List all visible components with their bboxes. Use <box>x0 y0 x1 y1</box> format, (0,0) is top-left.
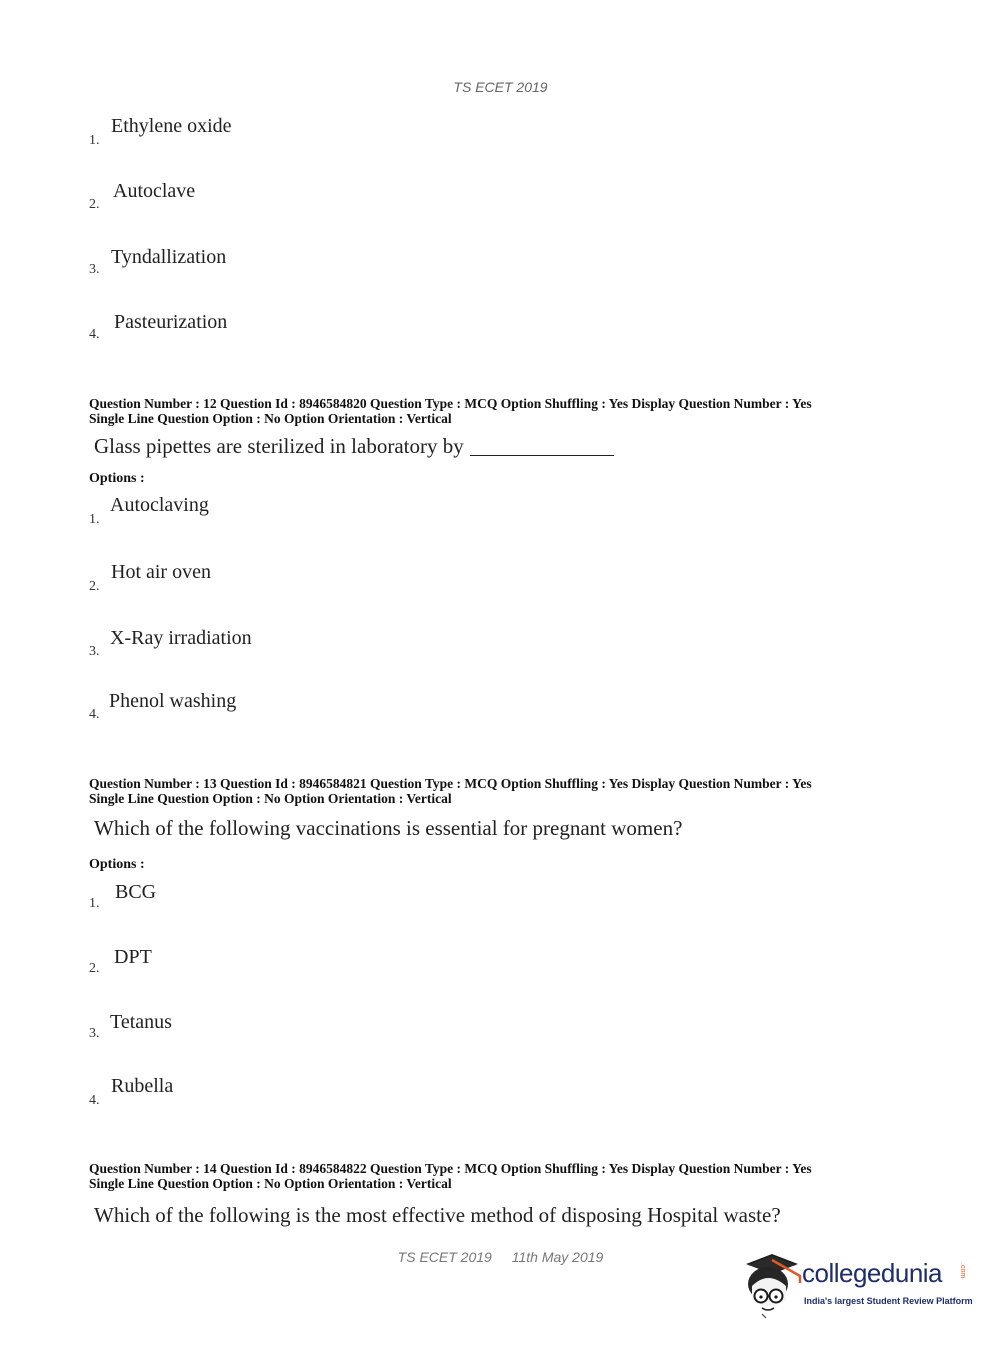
logo-com: .com <box>959 1263 966 1279</box>
option-text: BCG <box>115 881 157 903</box>
option-number: 4. <box>89 707 100 722</box>
question-text: Which of the following is the most effective method of disposing Hospital waste? <box>94 1203 781 1227</box>
question-meta-line2: Single Line Question Option : No Option Orientation : Vertical <box>89 410 452 426</box>
logo-tagline: India's largest Student Review Platform <box>804 1296 973 1306</box>
footer-exam: TS ECET 2019 <box>397 1249 492 1265</box>
question-meta <box>89 397 812 426</box>
collegedunia-logo[interactable] <box>742 1250 973 1320</box>
option-text: Autoclave <box>113 180 196 202</box>
option-text: Autoclaving <box>110 494 209 516</box>
option-number: 2. <box>89 197 100 212</box>
option-text: Tetanus <box>110 1011 172 1033</box>
question-meta-line2: Single Line Question Option : No Option Orientation : Vertical <box>89 790 452 806</box>
footer-date: 11th May 2019 <box>511 1249 604 1265</box>
option-text: DPT <box>114 946 152 968</box>
options-label: Options : <box>89 471 145 486</box>
question-meta <box>89 1162 812 1191</box>
question-meta-line1: Question Number : 13 Question Id : 8946584821 Question Type : MCQ Option Shuffling : Yes Display Question Number : Yes <box>89 776 812 791</box>
option-text: Phenol washing <box>109 690 237 712</box>
option-text: Tyndallization <box>111 246 227 268</box>
question-text-content: Glass pipettes are sterilized in laboratory by <box>94 434 464 458</box>
question-meta-line1: Question Number : 12 Question Id : 8946584820 Question Type : MCQ Option Shuffling : Yes Display Question Number : Yes <box>89 396 812 411</box>
option-text: Ethylene oxide <box>111 115 232 137</box>
option-number: 2. <box>89 961 100 976</box>
question-meta <box>89 777 812 806</box>
option-text: X-Ray irradiation <box>110 627 252 649</box>
option-number: 3. <box>89 262 100 277</box>
question-text <box>94 434 614 459</box>
option-number: 4. <box>89 1093 100 1108</box>
option-number: 3. <box>89 1026 100 1041</box>
logo-wordmark: collegedunia <box>802 1258 943 1288</box>
option-number: 4. <box>89 327 100 342</box>
option-number: 2. <box>89 579 100 594</box>
page-header: TS ECET 2019 <box>453 79 548 95</box>
option-number: 1. <box>89 133 100 148</box>
option-text: Hot air oven <box>111 561 211 583</box>
option-text: Pasteurization <box>114 311 228 333</box>
options-label: Options : <box>89 857 145 872</box>
question-meta-line1: Question Number : 14 Question Id : 8946584822 Question Type : MCQ Option Shuffling : Yes Display Question Number : Yes <box>89 1161 812 1176</box>
option-text: Rubella <box>111 1075 174 1097</box>
option-number: 1. <box>89 896 100 911</box>
option-number: 3. <box>89 644 100 659</box>
question-text: Which of the following vaccinations is essential for pregnant women? <box>94 816 683 840</box>
answer-blank <box>470 441 614 456</box>
option-number: 1. <box>89 512 100 527</box>
question-meta-line2: Single Line Question Option : No Option Orientation : Vertical <box>89 1175 452 1191</box>
mascot-icon <box>742 1250 804 1320</box>
